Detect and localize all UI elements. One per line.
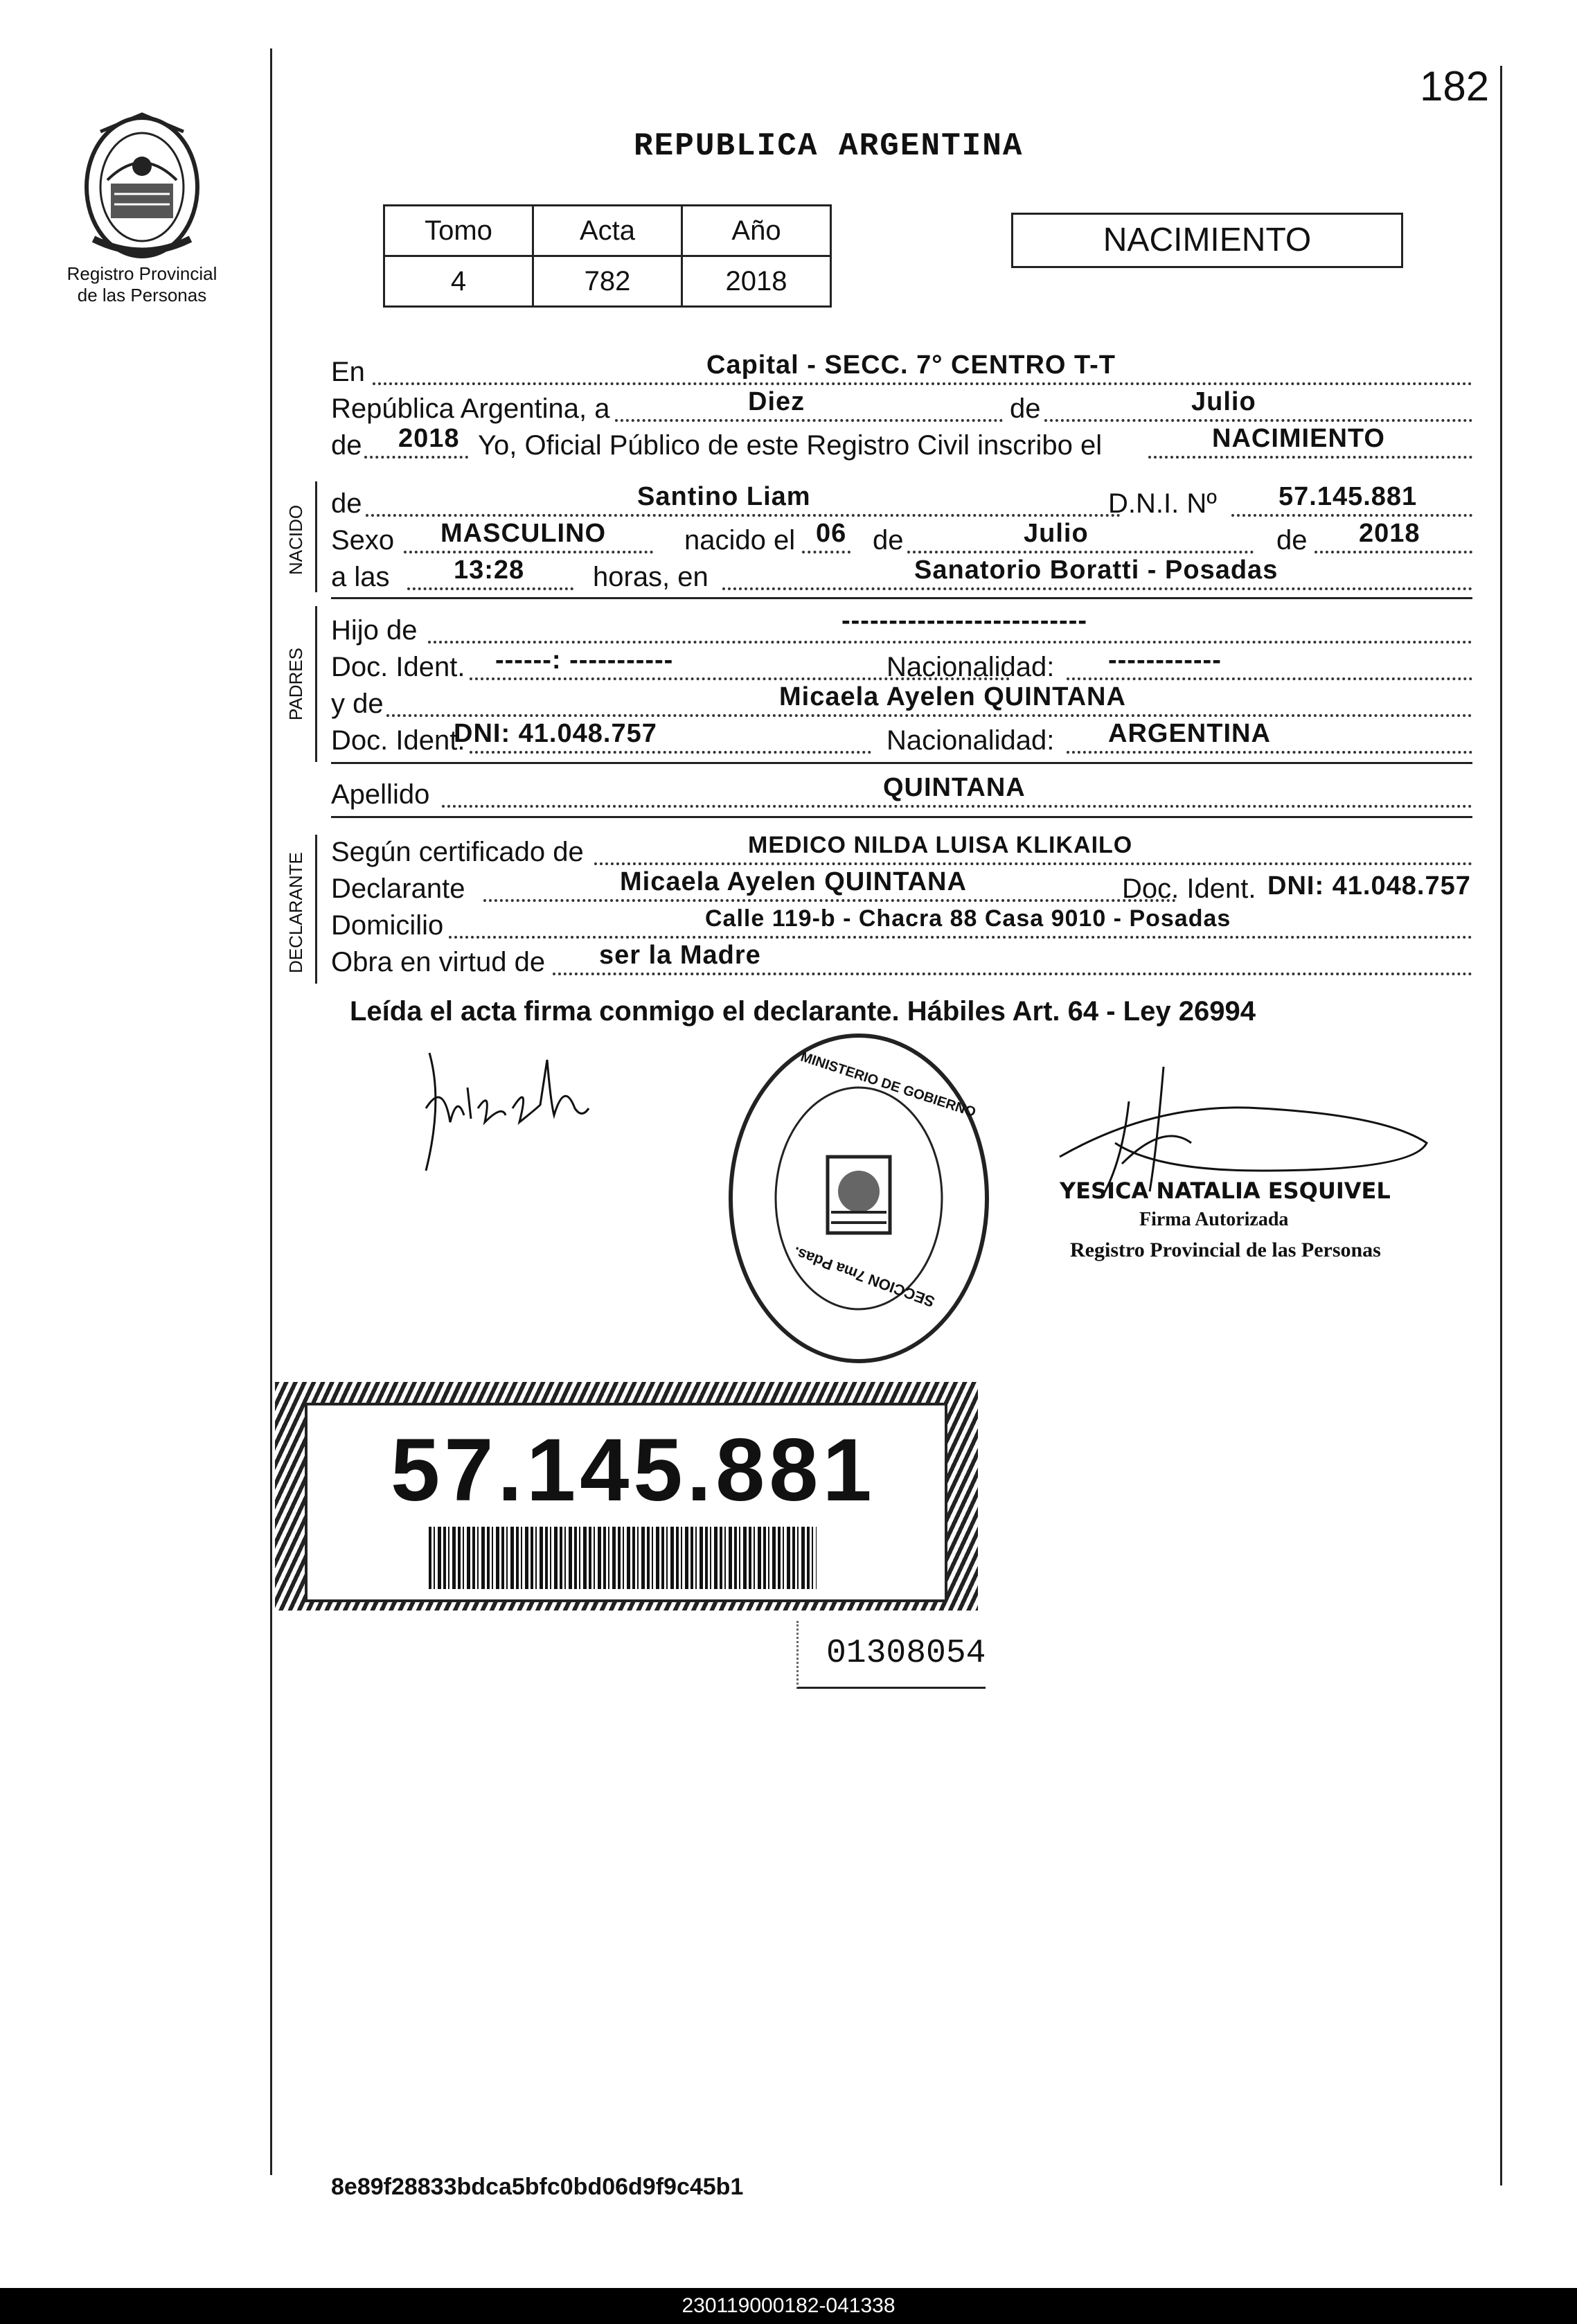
document-hash: 8e89f28833bdca5bfc0bd06d9f9c45b1: [331, 2174, 744, 2200]
declarante-line-domicilio: [331, 905, 1472, 943]
section-divider: [331, 597, 1472, 599]
serial-box: [796, 1621, 986, 1689]
registry-text: Yo, Oficial Público de este Registro Civil inscribo el: [478, 430, 1103, 461]
dotted-line: [1148, 456, 1472, 459]
horas-label: horas, en: [593, 562, 709, 592]
signed-statement: Leída el acta firma conmigo el declarante. Hábiles Art. 64 - Ley 26994: [350, 996, 1256, 1027]
section-divider: [331, 816, 1472, 818]
doc-ident-label: Doc. Ident.: [331, 725, 465, 756]
birth-day-value: 06: [816, 519, 847, 548]
page-number: 182: [1420, 63, 1490, 109]
birth-month-value: Julio: [1024, 519, 1089, 548]
dotted-line: [1315, 551, 1472, 553]
de-label: de: [1010, 393, 1041, 424]
record-table: [383, 204, 832, 308]
dotted-line: [802, 551, 850, 553]
logo-caption-line2: de las Personas: [77, 285, 207, 305]
apellido-line: [331, 773, 1472, 812]
dotted-line: [364, 456, 468, 459]
intro-line-registry: [331, 424, 1472, 463]
mother-name-value: Micaela Ayelen QUINTANA: [779, 682, 1126, 711]
obra-value: ser la Madre: [599, 941, 761, 970]
obra-label: Obra en virtud de: [331, 947, 546, 977]
record-table-tomo: 4: [384, 256, 533, 307]
dotted-line: [1067, 751, 1472, 754]
dotted-line: [1231, 514, 1472, 517]
section-divider: [331, 762, 1472, 764]
record-table-header-anio: Año: [682, 206, 831, 256]
declarante-doc-value: DNI: 41.048.757: [1267, 871, 1471, 901]
declarante-bracket: [315, 835, 317, 984]
act-type-value: NACIMIENTO: [1212, 424, 1385, 453]
declarante-value: Micaela Ayelen QUINTANA: [620, 867, 967, 896]
record-table-header-tomo: Tomo: [384, 206, 533, 256]
nacido-section-label: NACIDO: [285, 504, 306, 575]
certificado-label: Según certificado de: [331, 837, 584, 867]
certificado-value: MEDICO NILDA LUISA KLIKAILO: [748, 832, 1133, 858]
dni-number: 57.145.881: [391, 1421, 876, 1520]
nacido-bracket: [315, 481, 317, 592]
intro-line-en: [331, 351, 1472, 389]
stamp-section-text: SECCION 7ma Pdas.: [791, 1243, 937, 1311]
dotted-line: [1067, 677, 1472, 680]
declarante-section-label: DECLARANTE: [285, 852, 306, 973]
left-margin-line: [270, 48, 272, 2175]
y-de-label: y de: [331, 689, 384, 719]
nacionalidad-label: Nacionalidad:: [886, 725, 1055, 756]
sexo-label: Sexo: [331, 525, 395, 556]
padres-line-mother-doc: [331, 719, 1472, 758]
de-label: de: [331, 488, 362, 519]
dotted-line: [407, 587, 573, 590]
serial-number: 01308054: [826, 1635, 986, 1672]
dotted-line: [404, 551, 653, 553]
footer-code: 230119000182-041338: [681, 2294, 896, 2317]
barcode: [429, 1527, 817, 1589]
page-title: REPUBLICA ARGENTINA: [634, 128, 1024, 164]
stamp-inner-text: MINISTERIO DE GOBIERNO: [799, 1049, 978, 1121]
nacionalidad-label: Nacionalidad:: [886, 652, 1055, 682]
month-value: Julio: [1191, 387, 1256, 416]
dni-label: D.N.I. Nº: [1108, 488, 1217, 519]
dotted-line: [722, 587, 1472, 590]
footer-bar: [0, 2288, 1577, 2324]
logo-caption: [52, 263, 232, 306]
nacido-line-time: [331, 556, 1472, 594]
mother-doc-value: DNI: 41.048.757: [454, 719, 657, 748]
record-table-anio: 2018: [682, 256, 831, 307]
dotted-line: [373, 382, 1472, 385]
dotted-line: [553, 973, 1472, 975]
day-words-value: Diez: [748, 387, 805, 416]
father-name-value: --------------------------: [841, 606, 1088, 635]
record-table-value-row: [384, 256, 831, 307]
de-label: de: [1276, 525, 1308, 556]
dotted-line: [615, 419, 1003, 422]
birth-place-value: Sanatorio Boratti - Posadas: [914, 556, 1278, 585]
dotted-line: [442, 805, 1472, 808]
record-table-acta: 782: [533, 256, 682, 307]
child-name-value: Santino Liam: [637, 482, 811, 511]
nacido-el-label: nacido el: [684, 525, 796, 556]
record-table-header-row: [384, 206, 831, 256]
record-type-box: NACIMIENTO: [1011, 213, 1403, 268]
right-margin-line: [1500, 66, 1502, 2185]
domicilio-label: Domicilio: [331, 910, 444, 941]
apellido-label: Apellido: [331, 779, 430, 810]
declarante-label: Declarante: [331, 873, 465, 904]
doc-ident-label: Doc. Ident.: [1122, 873, 1256, 904]
republica-label: República Argentina, a: [331, 393, 610, 424]
en-label: En: [331, 357, 365, 387]
place-value: Capital - SECC. 7° CENTRO T-T: [706, 351, 1116, 380]
province-logo: [73, 104, 211, 263]
padres-bracket: [315, 606, 317, 762]
father-doc-value: ------: -----------: [495, 646, 674, 675]
logo-caption-line1: Registro Provincial: [66, 263, 217, 284]
declarant-signature: [416, 1039, 623, 1178]
dni-number-box: [305, 1403, 947, 1602]
sexo-value: MASCULINO: [440, 519, 607, 548]
a-las-label: a las: [331, 562, 390, 592]
birth-year-value: 2018: [1359, 519, 1420, 548]
declarante-line-obra: [331, 941, 1472, 979]
mother-nationality-value: ARGENTINA: [1108, 719, 1271, 748]
dotted-line: [470, 751, 871, 754]
father-nationality-value: ------------: [1108, 646, 1222, 675]
apellido-value: QUINTANA: [883, 773, 1026, 802]
hijo-de-label: Hijo de: [331, 615, 418, 646]
officer-org: Registro Provincial de las Personas: [1070, 1239, 1381, 1261]
de-label: de: [331, 430, 362, 461]
padres-section-label: PADRES: [285, 648, 306, 720]
de-label: de: [873, 525, 904, 556]
officer-title: Firma Autorizada: [1139, 1209, 1289, 1230]
birth-time-value: 13:28: [454, 556, 525, 585]
child-dni-value: 57.145.881: [1278, 482, 1418, 511]
year-value: 2018: [398, 424, 460, 453]
record-table-header-acta: Acta: [533, 206, 682, 256]
domicilio-value: Calle 119-b - Chacra 88 Casa 9010 - Posadas: [705, 905, 1231, 932]
doc-ident-label: Doc. Ident.: [331, 652, 465, 682]
officer-name: YESICA NATALIA ESQUIVEL: [1060, 1178, 1391, 1204]
